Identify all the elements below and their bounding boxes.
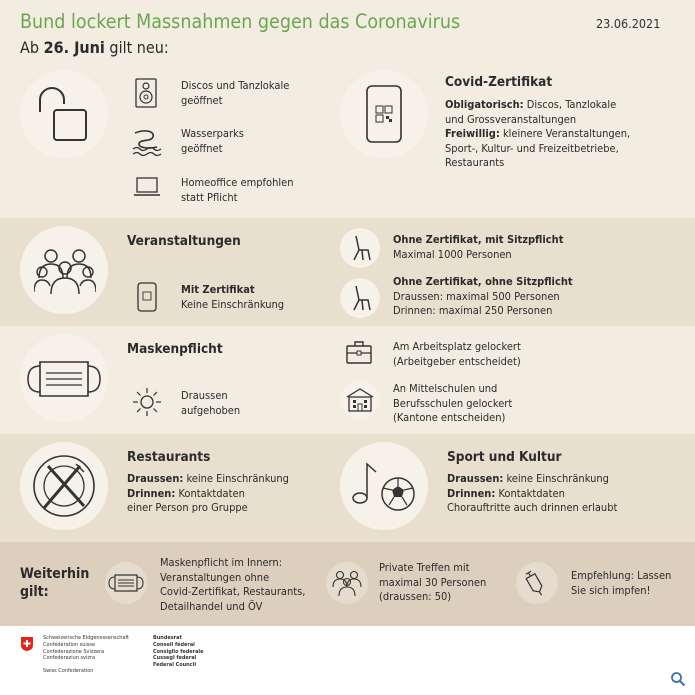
workplace-text: Am Arbeitsplatz gelockert (Arbeitgeber entscheidet): [393, 340, 521, 368]
homeoffice-text: Homeoffice empfohlen statt Pflicht: [181, 176, 294, 204]
laptop-icon: [132, 175, 162, 199]
syringe-icon: [524, 568, 550, 598]
federal-council-names: Bundesrat Conseil fédéral Consiglio federale Cussegl federal Federal Council: [153, 635, 204, 669]
phone-icon: [136, 282, 158, 312]
school-text: An Mittelschulen und Berufsschulen gelockert (Kantone entscheiden): [393, 382, 513, 424]
publication-date: 23.06.2021: [596, 16, 661, 31]
events-certificate-text: Mit Zertifikat Keine Einschränkung: [181, 283, 285, 311]
mask-still-valid-text: Maskenpflicht im Innern: Veranstaltungen ohne Covid-Zertifikat, Restaurants, Detailhandel und ÖV: [160, 556, 306, 613]
smartphone-qr-icon: [364, 84, 404, 144]
face-mask-icon: [108, 572, 144, 594]
private-meetings-text: Private Treffen mit maximal 30 Personen (draussen: 50): [379, 561, 487, 603]
chair-icon: [350, 284, 372, 312]
note-ball-icon: [350, 458, 420, 514]
face-mask-icon: [26, 356, 102, 402]
outside-mask-text: Draussen aufgehoben: [181, 389, 241, 417]
sport-culture-text: Draussen: keine Einschränkung Drinnen: Kontaktdaten Chorauftritte auch drinnen erlaubt: [447, 472, 618, 514]
vaccination-text: Empfehlung: Lassen Sie sich impfen!: [571, 569, 672, 597]
certificate-text: Obligatorisch: Discos, Tanzlokale und Grossveranstaltungen Freiwillig: kleinere Veranstaltungen, Sport-, Kultur- und Freizeitbetriebe, Restaurants: [445, 98, 631, 169]
group-icon: [331, 568, 363, 598]
seated-text: Ohne Zertifikat, mit Sitzpflicht Maximal 1000 Personen: [393, 233, 564, 261]
certificate-heading: Covid-Zertifikat: [445, 74, 553, 90]
speaker-icon: [134, 78, 158, 108]
chair-icon: [350, 234, 372, 262]
waterslide-icon: [131, 127, 163, 157]
discos-text: Discos und Tanzlokale geöffnet: [181, 79, 290, 107]
sun-icon: [132, 387, 162, 417]
briefcase-icon: [345, 339, 373, 365]
mask-heading: Maskenpflicht: [127, 341, 223, 357]
page-title: Bund lockert Massnahmen gegen das Coronavirus: [20, 10, 461, 33]
school-building-icon: [345, 387, 375, 413]
page-subtitle: Ab 26. Juni gilt neu:: [20, 38, 169, 57]
crowd-icon: [34, 242, 96, 298]
swiss-flag-logo: [20, 636, 34, 652]
unseated-text: Ohne Zertifikat, ohne Sitzpflicht Draussen: maximal 500 Personen Drinnen: maximal 250 Personen: [393, 275, 573, 317]
events-heading: Veranstaltungen: [127, 233, 241, 249]
confederation-names: Schweizerische Eidgenossenschaft Confédération suisse Confederazione Svizzera Confederaziun svizra Swiss Confederation: [43, 635, 129, 675]
restaurants-text: Draussen: keine Einschränkung Drinnen: Kontaktdaten einer Person pro Gruppe: [127, 472, 289, 514]
still-valid-label: Weiterhin gilt:: [20, 566, 90, 600]
sport-culture-heading: Sport und Kultur: [447, 449, 562, 465]
search-icon[interactable]: [670, 671, 686, 687]
plate-cutlery-icon: [30, 452, 98, 520]
waterparks-text: Wasserparks geöffnet: [181, 127, 244, 155]
open-padlock-icon: [34, 82, 94, 144]
restaurants-heading: Restaurants: [127, 449, 211, 465]
